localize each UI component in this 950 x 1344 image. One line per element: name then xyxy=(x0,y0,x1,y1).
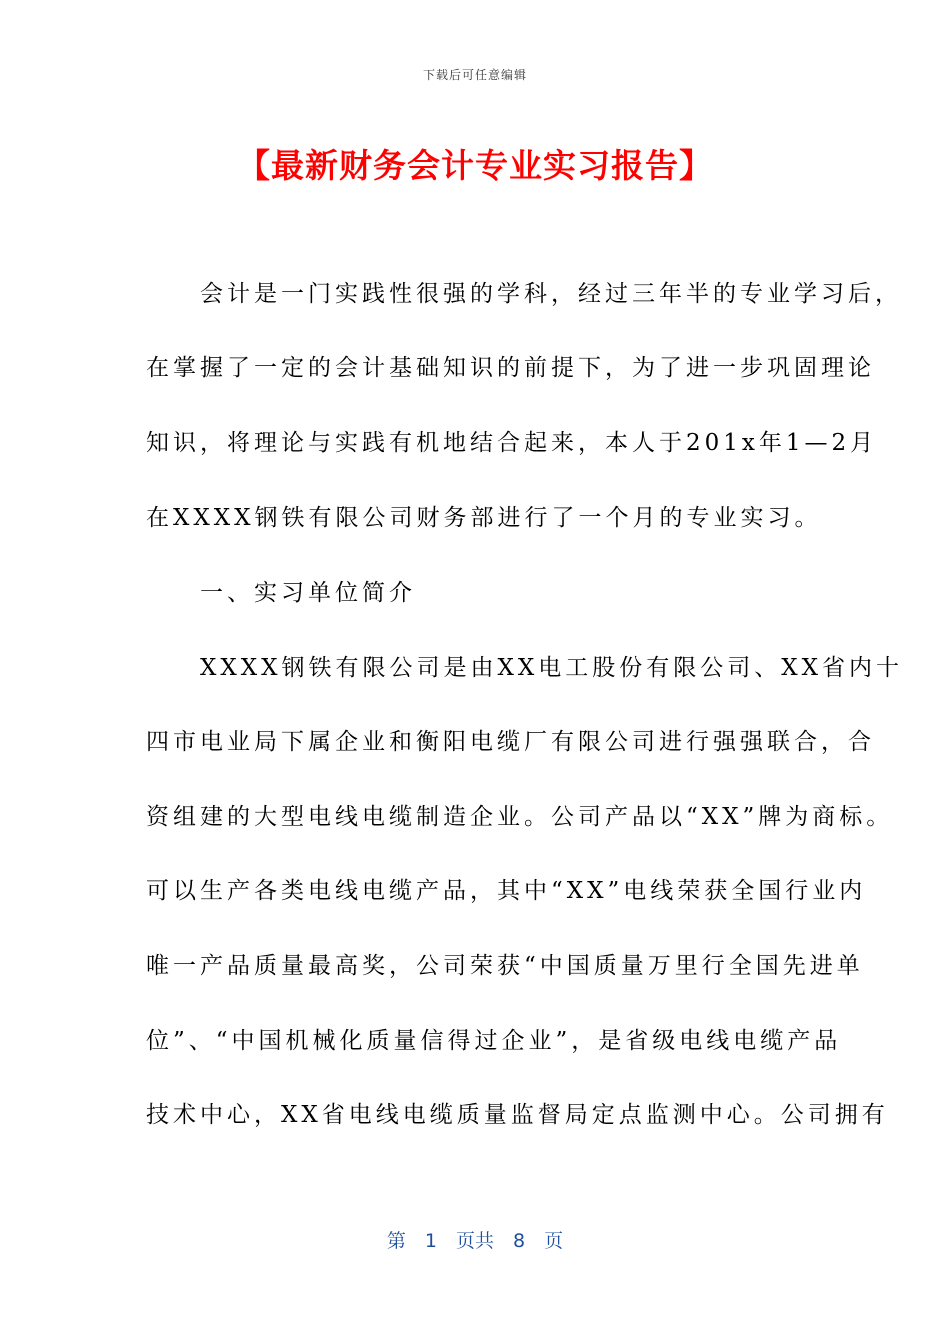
body-line: 在掌握了一定的会计基础知识的前提下，为了进一步巩固理论 xyxy=(146,355,875,381)
body-line: 技术中心，XX省电线电缆质量监督局定点监测中心。公司拥有 xyxy=(146,1102,889,1128)
body-line: 可以生产各类电线电缆产品，其中“XX”电线荣获全国行业内 xyxy=(146,878,867,904)
document-title: 【最新财务会计专业实习报告】 xyxy=(237,146,713,185)
body-line: 四市电业局下属企业和衡阳电缆厂有限公司进行强强联合，合 xyxy=(146,729,875,755)
header-note: 下载后可任意编辑 xyxy=(422,68,527,82)
body-line: XXXX钢铁有限公司是由XX电工股份有限公司、XX省内十 xyxy=(146,655,903,681)
body-line: 位”、“中国机械化质量信得过企业”，是省级电线电缆产品 xyxy=(146,1028,842,1054)
body-line: 唯一产品质量最高奖，公司荣获“中国质量万里行全国先进单 xyxy=(146,953,864,979)
section-heading: 一、实习单位简介 xyxy=(146,580,416,606)
body-line: 知识，将理论与实践有机地结合起来，本人于201x年1—2月 xyxy=(146,430,878,456)
body-line: 会计是一门实践性很强的学科，经过三年半的专业学习后， xyxy=(146,281,902,307)
body-line: 资组建的大型电线电缆制造企业。公司产品以“XX”牌为商标。 xyxy=(146,804,894,830)
body-line: 在XXXX钢铁有限公司财务部进行了一个月的专业实习。 xyxy=(146,505,822,531)
page-number-footer: 第 1 页共 8 页 xyxy=(386,1230,564,1252)
